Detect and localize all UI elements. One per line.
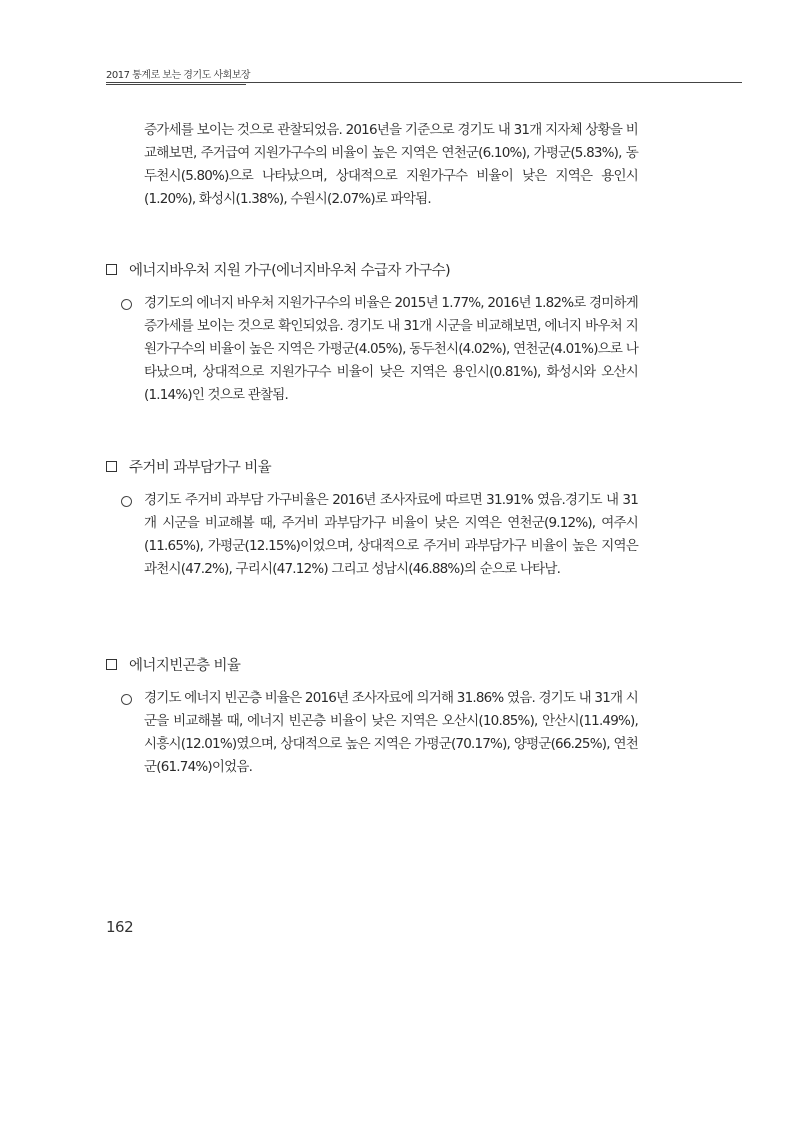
page-number: 162 — [106, 918, 134, 936]
section-paragraph-energy-voucher: 경기도의 에너지 바우처 지원가구수의 비율은 2015년 1.77%, 2016년 1.82%로 경미하게 증가세를 보이는 것으로 확인되었음. 경기도 내 31개 시군을 비교해보면, 에너지 바우처 지원가구수의 비율이 높은 지역은 가평군(4.05%), 동두천시(4.02%), 연천군(4.01%)으로 나타났으며, 상대적으로 지원가구수 비율이 낮은 지역은 용인시(0.81%), 화성시와 오산시(1.14%)인 것으로 관찰됨. — [144, 295, 638, 403]
section-heading-energy-voucher — [106, 259, 450, 280]
section-heading-label: 주거비 과부담가구 비율 — [129, 460, 272, 476]
section-paragraph-housing-burden: 경기도 주거비 과부담 가구비율은 2016년 조사자료에 따르면 31.91% 였음.경기도 내 31개 시군을 비교해볼 때, 주거비 과부담가구 비율이 낮은 지역은 연천군(9.12%), 여주시(11.65%), 가평군(12.15%)이었으며, 상대적으로 주거비 과부담가구 비율이 높은 지역은 과천시(47.2%), 구리시(47.12%) 그리고 성남시(46.88%)의 순으로 나타남. — [144, 492, 638, 577]
header-rule — [106, 82, 742, 83]
circle-bullet-icon — [121, 299, 132, 310]
checkbox-square-icon — [106, 659, 117, 670]
checkbox-square-icon — [106, 264, 117, 275]
section-paragraph-energy-poverty: 경기도 에너지 빈곤층 비율은 2016년 조사자료에 의거해 31.86% 였음. 경기도 내 31개 시군을 비교해볼 때, 에너지 빈곤층 비율이 낮은 지역은 오산시(10.85%), 안산시(11.49%), 시흥시(12.01%)였으며, 상대적으로 높은 지역은 가평군(70.17%), 양평군(66.25%), 연천군(61.74%)이었음. — [144, 690, 638, 775]
header-rule-accent — [106, 84, 246, 85]
checkbox-square-icon — [106, 461, 117, 472]
intro-paragraph: 증가세를 보이는 것으로 관찰되었음. 2016년을 기준으로 경기도 내 31개 지자체 상황을 비교해보면, 주거급여 지원가구수의 비율이 높은 지역은 연천군(6.10%), 가평군(5.83%), 동두천시(5.80%)으로 나타났으며, 상대적으로 지원가구수 비율이 낮은 지역은 용인시(1.20%), 화성시(1.38%), 수원시(2.07%)로 파악됨. — [144, 122, 638, 207]
circle-bullet-icon — [121, 694, 132, 705]
running-header: 2017 통계로 보는 경기도 사회보장 — [106, 70, 251, 81]
section-heading-label: 에너지바우처 지원 가구(에너지바우처 수급자 가구수) — [129, 263, 451, 279]
section-heading-energy-poverty — [106, 654, 240, 675]
section-heading-label: 에너지빈곤층 비율 — [129, 658, 241, 674]
circle-bullet-icon — [121, 496, 132, 507]
section-heading-housing-burden — [106, 456, 271, 477]
